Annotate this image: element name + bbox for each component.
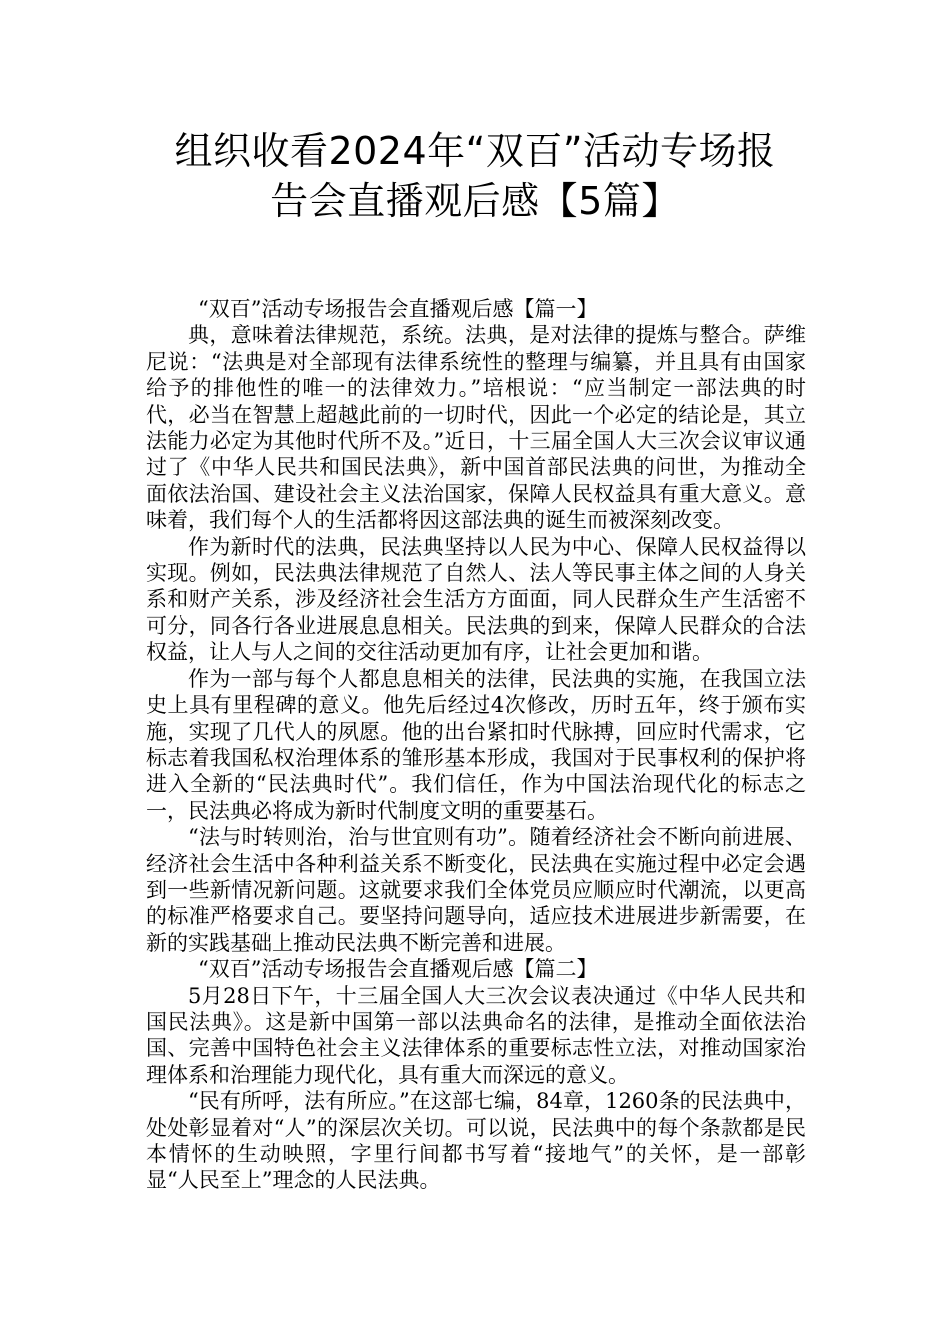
document-title-line-1: 组织收看2024年“双百”活动专场报 bbox=[174, 129, 776, 173]
document-body bbox=[146, 296, 806, 1194]
paragraph: “法与时转则治，治与世宜则有功”。随着经济社会不断向前进展、经济社会生活中各种利益关系不断变化，民法典在实施过程中必定会遇到一些新情况新问题。这就要求我们全体党员应顺应时代潮流，以更高的标准严格要求自己。要坚持问题导向，适应技术进展进步新需要，在新的实践基础上推动民法典不断完善和进展。 bbox=[146, 825, 806, 955]
paragraph: 5月28日下午，十三届全国人大三次会议表决通过《中华人民共和国民法典》。这是新中国第一部以法典命名的法律，是推动全面依法治国、完善中国特色社会主义法律体系的重要标志性立法，对推动国家治理体系和治理能力现代化，具有重大而深远的意义。 bbox=[146, 983, 806, 1087]
paragraph: 典，意味着法律规范，系统。法典，是对法律的提炼与整合。萨维尼说：“法典是对全部现有法律系统性的整理与编纂，并且具有由国家给予的排他性的唯一的法律效力。”培根说：“应当制定一部法典的时代，必当在智慧上超越此前的一切时代，因此一个必定的结论是，其立法能力必定为其他时代所不及。”近日，十三届全国人大三次会议审议通过了《中华人民共和国民法典》，新中国首部民法典的问世，为推动全面依法治国、建设社会主义法治国家，保障人民权益具有重大意义。意味着，我们每个人的生活都将因这部法典的诞生而被深刻改变。 bbox=[146, 323, 806, 533]
document-title bbox=[110, 126, 840, 226]
paragraph: 作为新时代的法典，民法典坚持以人民为中心、保障人民权益得以实现。例如，民法典法律规范了自然人、法人等民事主体之间的人身关系和财产关系，涉及经济社会生活方方面面，同人民群众生产生活密不可分，同各行各业进展息息相关。民法典的到来，保障人民群众的合法权益，让人与人之间的交往活动更加有序，让社会更加和谐。 bbox=[146, 534, 806, 665]
paragraph: “民有所呼，法有所应。”在这部七编，84章，1260条的民法典中，处处彰显着对“人”的深层次关切。可以说，民法典中的每个条款都是民本情怀的生动映照，字里行间都书写着“接地气”的关怀，是一部彰显“人民至上”理念的人民法典。 bbox=[146, 1089, 806, 1193]
section-heading-2: “双百”活动专场报告会直播观后感【篇二】 bbox=[198, 957, 598, 982]
section-heading-1: “双百”活动专场报告会直播观后感【篇一】 bbox=[198, 297, 598, 321]
document-title-line-2: 告会直播观后感【5篇】 bbox=[270, 179, 680, 223]
paragraph: 作为一部与每个人都息息相关的法律，民法典的实施，在我国立法史上具有里程碑的意义。他先后经过4次修改，历时五年，终于颁布实施，实现了几代人的夙愿。他的出台紧扣时代脉搏，回应时代需求，它标志着我国私权治理体系的雏形基本形成，我国对于民事权利的保护将进入全新的“民法典时代”。我们信任，作为中国法治现代化的标志之一，民法典必将成为新时代制度文明的重要基石。 bbox=[146, 666, 806, 823]
